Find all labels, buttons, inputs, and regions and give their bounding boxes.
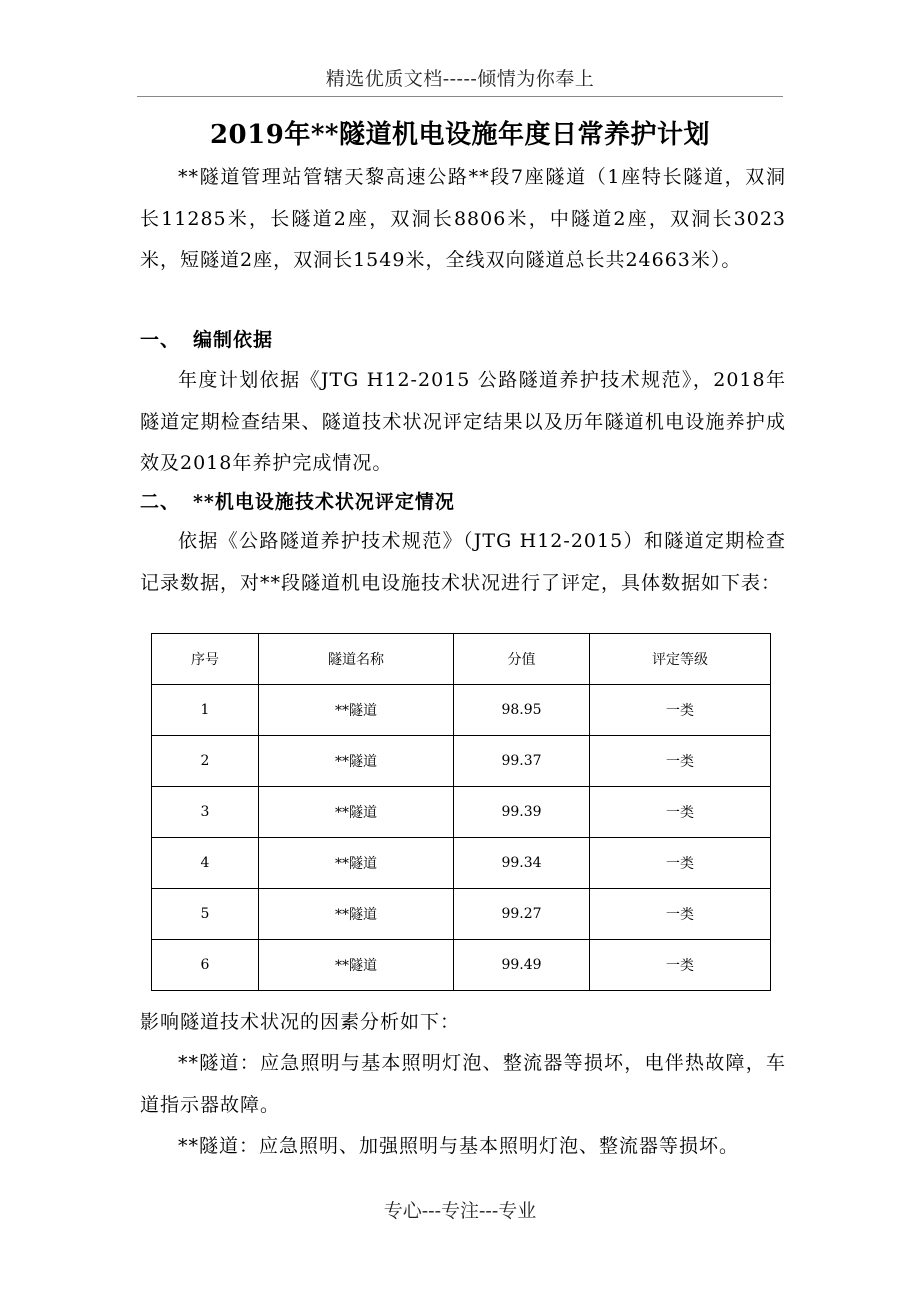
cell-grade: 一类 xyxy=(590,787,771,838)
header-divider xyxy=(137,96,783,97)
column-header-name: 隧道名称 xyxy=(259,634,454,685)
cell-no: 2 xyxy=(152,736,259,787)
table-row xyxy=(152,736,771,787)
cell-grade: 一类 xyxy=(590,940,771,991)
section-1-paragraph: 年度计划依据《JTG H12-2015 公路隧道养护技术规范》，2018年隧道定期检查结果、隧道技术状况评定结果以及历年隧道机电设施养护成效及2018年养护完成情况。 xyxy=(140,369,786,474)
table-row xyxy=(152,940,771,991)
rating-table xyxy=(151,633,771,991)
analysis-lead: 影响隧道技术状况的因素分析如下： xyxy=(140,1011,461,1033)
cell-no: 4 xyxy=(152,838,259,889)
column-header-no: 序号 xyxy=(152,634,259,685)
table-header-row xyxy=(152,634,771,685)
cell-grade: 一类 xyxy=(590,685,771,736)
cell-score: 99.37 xyxy=(454,736,590,787)
cell-no: 6 xyxy=(152,940,259,991)
document-title: 2019年**隧道机电设施年度日常养护计划 xyxy=(209,120,711,150)
section-2-heading xyxy=(140,487,455,514)
cell-name: **隧道 xyxy=(259,685,454,736)
analysis-item: **隧道：应急照明、加强照明与基本照明灯泡、整流器等损坏。 xyxy=(178,1135,740,1157)
cell-score: 98.95 xyxy=(454,685,590,736)
cell-score: 99.39 xyxy=(454,787,590,838)
section-1-title: 编制依据 xyxy=(193,329,274,351)
cell-no: 1 xyxy=(152,685,259,736)
section-1-heading xyxy=(140,325,273,352)
cell-score: 99.49 xyxy=(454,940,590,991)
table-row xyxy=(152,685,771,736)
cell-name: **隧道 xyxy=(259,787,454,838)
table-row xyxy=(152,787,771,838)
cell-name: **隧道 xyxy=(259,736,454,787)
cell-grade: 一类 xyxy=(590,838,771,889)
analysis-item: **隧道：应急照明与基本照明灯泡、整流器等损坏，电伴热故障，车道指示器故障。 xyxy=(140,1052,786,1116)
table-row xyxy=(152,889,771,940)
cell-no: 5 xyxy=(152,889,259,940)
cell-grade: 一类 xyxy=(590,736,771,787)
column-header-score: 分值 xyxy=(454,634,590,685)
intro-paragraph: **隧道管理站管辖天黎高速公路**段7座隧道（1座特长隧道，双洞长11285米，长隧道2座，双洞长8806米，中隧道2座，双洞长3023米，短隧道2座，双洞长1549米，全线双向隧道总长共24663米）。 xyxy=(140,166,786,271)
cell-name: **隧道 xyxy=(259,838,454,889)
table-row xyxy=(152,838,771,889)
cell-grade: 一类 xyxy=(590,889,771,940)
cell-score: 99.27 xyxy=(454,889,590,940)
section-1-number: 一、 xyxy=(140,329,181,351)
cell-score: 99.34 xyxy=(454,838,590,889)
cell-name: **隧道 xyxy=(259,889,454,940)
page-footer: 专心---专注---专业 xyxy=(383,1200,537,1222)
page-header: 精选优质文档-----倾情为你奉上 xyxy=(325,68,595,90)
section-2-number: 二、 xyxy=(140,491,181,513)
cell-name: **隧道 xyxy=(259,940,454,991)
section-2-paragraph: 依据《公路隧道养护技术规范》（JTG H12-2015）和隧道定期检查记录数据，对**段隧道机电设施技术状况进行了评定，具体数据如下表： xyxy=(140,530,786,594)
cell-no: 3 xyxy=(152,787,259,838)
column-header-grade: 评定等级 xyxy=(590,634,771,685)
section-2-title: **机电设施技术状况评定情况 xyxy=(193,491,455,513)
